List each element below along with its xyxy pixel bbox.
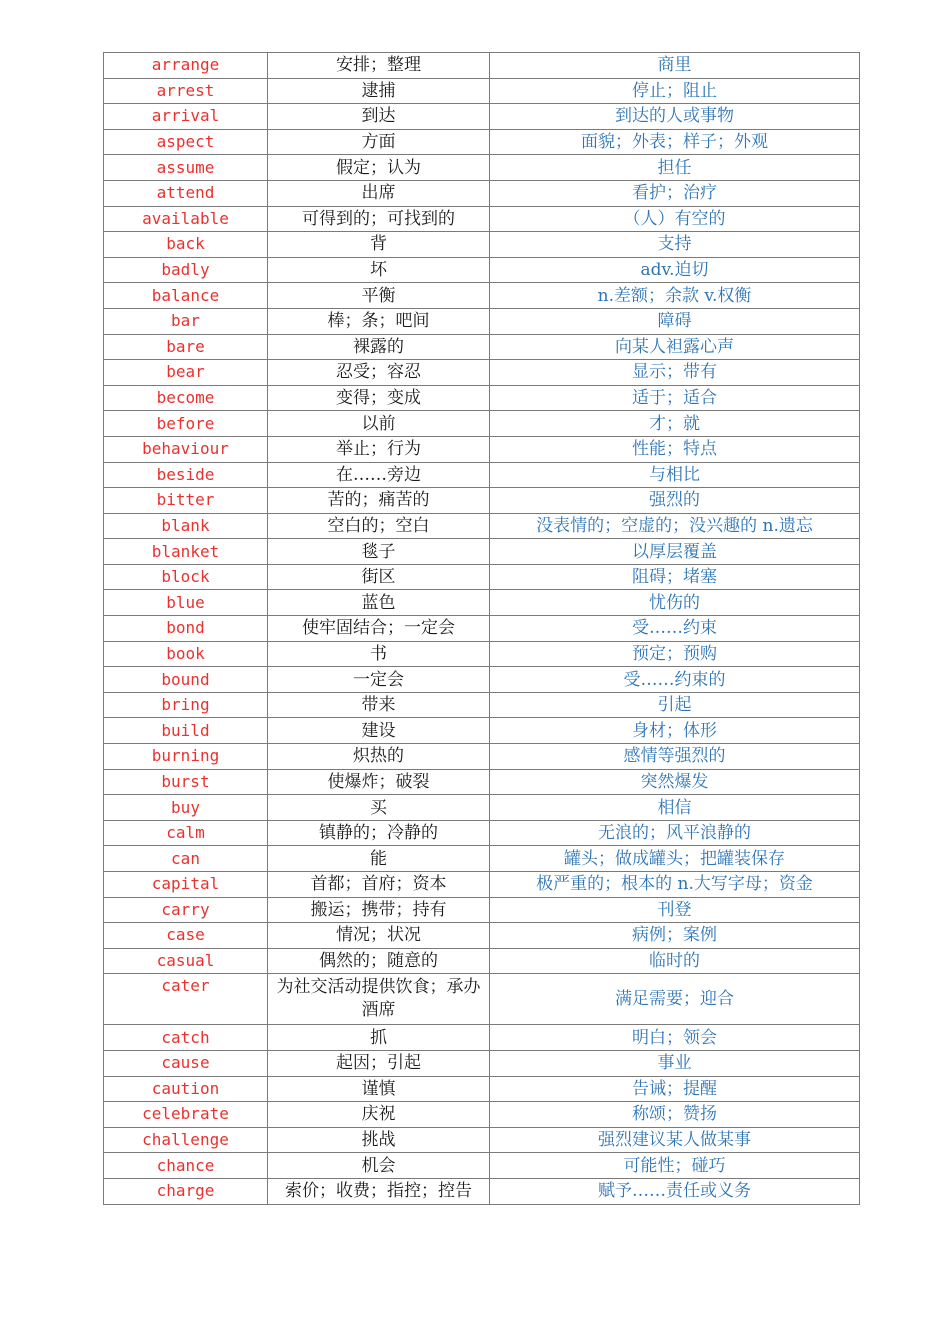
table-row: [104, 488, 860, 514]
word-cell: available: [104, 206, 268, 232]
extended-meaning-cell: 极严重的；根本的 n.大写字母；资金: [490, 872, 860, 898]
extended-meaning-cell: 没表情的；空虚的；没兴趣的 n.遗忘: [490, 513, 860, 539]
extended-meaning-cell: 强烈建议某人做某事: [490, 1127, 860, 1153]
basic-meaning-cell: 建设: [268, 718, 490, 744]
extended-meaning-cell: 向某人袒露心声: [490, 334, 860, 360]
table-row: [104, 411, 860, 437]
word-cell: casual: [104, 948, 268, 974]
extended-meaning-cell: 支持: [490, 232, 860, 258]
table-row: [104, 462, 860, 488]
basic-meaning-cell: 可得到的；可找到的: [268, 206, 490, 232]
word-cell: arrest: [104, 78, 268, 104]
word-cell: arrange: [104, 53, 268, 79]
extended-meaning-cell: 相信: [490, 795, 860, 821]
basic-meaning-cell: 安排；整理: [268, 53, 490, 79]
table-row: [104, 539, 860, 565]
word-cell: blank: [104, 513, 268, 539]
table-row: [104, 641, 860, 667]
table-row: [104, 1025, 860, 1051]
basic-meaning-cell: 忍受；容忍: [268, 360, 490, 386]
word-cell: cause: [104, 1050, 268, 1076]
basic-meaning-cell: 举止；行为: [268, 436, 490, 462]
word-cell: assume: [104, 155, 268, 181]
word-cell: arrival: [104, 104, 268, 130]
basic-meaning-cell: 挑战: [268, 1127, 490, 1153]
basic-meaning-cell: 能: [268, 846, 490, 872]
table-row: [104, 155, 860, 181]
table-row: [104, 334, 860, 360]
basic-meaning-cell: 坏: [268, 257, 490, 283]
word-cell: attend: [104, 180, 268, 206]
extended-meaning-cell: 显示；带有: [490, 360, 860, 386]
word-cell: aspect: [104, 129, 268, 155]
table-row: [104, 1153, 860, 1179]
basic-meaning-cell: 毯子: [268, 539, 490, 565]
table-row: [104, 436, 860, 462]
table-row: [104, 923, 860, 949]
table-row: [104, 232, 860, 258]
basic-meaning-cell: 出席: [268, 180, 490, 206]
extended-meaning-cell: 预定；预购: [490, 641, 860, 667]
table-row: [104, 948, 860, 974]
extended-meaning-cell: 到达的人或事物: [490, 104, 860, 130]
word-cell: catch: [104, 1025, 268, 1051]
extended-meaning-cell: 无浪的；风平浪静的: [490, 820, 860, 846]
word-cell: blanket: [104, 539, 268, 565]
table-row: [104, 564, 860, 590]
extended-meaning-cell: 赋予……责任或义务: [490, 1178, 860, 1204]
word-cell: block: [104, 564, 268, 590]
basic-meaning-cell: 逮捕: [268, 78, 490, 104]
word-cell: burning: [104, 744, 268, 770]
basic-meaning-cell: 机会: [268, 1153, 490, 1179]
table-row: [104, 974, 860, 1025]
word-cell: balance: [104, 283, 268, 309]
word-cell: bring: [104, 692, 268, 718]
table-row: [104, 283, 860, 309]
basic-meaning-cell: 情况；状况: [268, 923, 490, 949]
basic-meaning-cell: 带来: [268, 692, 490, 718]
table-row: [104, 667, 860, 693]
basic-meaning-cell: 搬运；携带；持有: [268, 897, 490, 923]
word-cell: bar: [104, 308, 268, 334]
table-row: [104, 104, 860, 130]
extended-meaning-cell: 障碍: [490, 308, 860, 334]
basic-meaning-cell: 假定；认为: [268, 155, 490, 181]
table-row: [104, 385, 860, 411]
basic-meaning-cell: 苦的；痛苦的: [268, 488, 490, 514]
extended-meaning-cell: 适于；适合: [490, 385, 860, 411]
word-cell: burst: [104, 769, 268, 795]
word-cell: book: [104, 641, 268, 667]
word-cell: behaviour: [104, 436, 268, 462]
table-row: [104, 744, 860, 770]
basic-meaning-cell: 在……旁边: [268, 462, 490, 488]
word-cell: before: [104, 411, 268, 437]
table-row: [104, 308, 860, 334]
extended-meaning-cell: 强烈的: [490, 488, 860, 514]
table-row: [104, 692, 860, 718]
extended-meaning-cell: 担任: [490, 155, 860, 181]
extended-meaning-cell: 称颂；赞扬: [490, 1102, 860, 1128]
table-row: [104, 872, 860, 898]
word-cell: chance: [104, 1153, 268, 1179]
vocabulary-table-body: [104, 53, 860, 1205]
table-row: [104, 769, 860, 795]
extended-meaning-cell: 刊登: [490, 897, 860, 923]
word-cell: blue: [104, 590, 268, 616]
word-cell: cater: [104, 974, 268, 1025]
basic-meaning-cell: 起因；引起: [268, 1050, 490, 1076]
table-row: [104, 129, 860, 155]
table-row: [104, 616, 860, 642]
extended-meaning-cell: 身材；体形: [490, 718, 860, 744]
word-cell: buy: [104, 795, 268, 821]
table-row: [104, 1102, 860, 1128]
basic-meaning-cell: 裸露的: [268, 334, 490, 360]
extended-meaning-cell: n.差额；余款 v.权衡: [490, 283, 860, 309]
table-row: [104, 1050, 860, 1076]
extended-meaning-cell: 感情等强烈的: [490, 744, 860, 770]
table-row: [104, 360, 860, 386]
basic-meaning-cell: 使牢固结合；一定会: [268, 616, 490, 642]
table-row: [104, 795, 860, 821]
extended-meaning-cell: 看护；治疗: [490, 180, 860, 206]
extended-meaning-cell: 忧伤的: [490, 590, 860, 616]
table-row: [104, 78, 860, 104]
extended-meaning-cell: 罐头；做成罐头；把罐装保存: [490, 846, 860, 872]
word-cell: can: [104, 846, 268, 872]
table-row: [104, 1076, 860, 1102]
extended-meaning-cell: 事业: [490, 1050, 860, 1076]
basic-meaning-cell: 镇静的；冷静的: [268, 820, 490, 846]
vocabulary-table: [103, 52, 860, 1205]
basic-meaning-cell: 平衡: [268, 283, 490, 309]
extended-meaning-cell: 告诫；提醒: [490, 1076, 860, 1102]
basic-meaning-cell: 谨慎: [268, 1076, 490, 1102]
word-cell: bound: [104, 667, 268, 693]
basic-meaning-cell: 方面: [268, 129, 490, 155]
basic-meaning-cell: 以前: [268, 411, 490, 437]
basic-meaning-cell: 棒；条；吧间: [268, 308, 490, 334]
basic-meaning-cell: 炽热的: [268, 744, 490, 770]
word-cell: capital: [104, 872, 268, 898]
basic-meaning-cell: 变得；变成: [268, 385, 490, 411]
extended-meaning-cell: 可能性；碰巧: [490, 1153, 860, 1179]
basic-meaning-cell: 庆祝: [268, 1102, 490, 1128]
extended-meaning-cell: 受……约束: [490, 616, 860, 642]
extended-meaning-cell: 受……约束的: [490, 667, 860, 693]
extended-meaning-cell: 突然爆发: [490, 769, 860, 795]
table-row: [104, 53, 860, 79]
extended-meaning-cell: 才；就: [490, 411, 860, 437]
basic-meaning-cell: 首都；首府；资本: [268, 872, 490, 898]
extended-meaning-cell: 与相比: [490, 462, 860, 488]
extended-meaning-cell: 面貌；外表；样子；外观: [490, 129, 860, 155]
table-row: [104, 897, 860, 923]
word-cell: badly: [104, 257, 268, 283]
basic-meaning-cell: 背: [268, 232, 490, 258]
table-row: [104, 846, 860, 872]
word-cell: bitter: [104, 488, 268, 514]
word-cell: celebrate: [104, 1102, 268, 1128]
extended-meaning-cell: 明白；领会: [490, 1025, 860, 1051]
basic-meaning-cell: 买: [268, 795, 490, 821]
extended-meaning-cell: 临时的: [490, 948, 860, 974]
word-cell: become: [104, 385, 268, 411]
word-cell: calm: [104, 820, 268, 846]
extended-meaning-cell: 阻碍；堵塞: [490, 564, 860, 590]
basic-meaning-cell: 使爆炸；破裂: [268, 769, 490, 795]
extended-meaning-cell: 性能；特点: [490, 436, 860, 462]
table-row: [104, 257, 860, 283]
word-cell: beside: [104, 462, 268, 488]
word-cell: carry: [104, 897, 268, 923]
extended-meaning-cell: 以厚层覆盖: [490, 539, 860, 565]
basic-meaning-cell: 空白的；空白: [268, 513, 490, 539]
basic-meaning-cell: 一定会: [268, 667, 490, 693]
extended-meaning-cell: 病例；案例: [490, 923, 860, 949]
word-cell: bond: [104, 616, 268, 642]
word-cell: bear: [104, 360, 268, 386]
extended-meaning-cell: 商里: [490, 53, 860, 79]
table-row: [104, 1127, 860, 1153]
table-row: [104, 513, 860, 539]
word-cell: caution: [104, 1076, 268, 1102]
basic-meaning-cell: 抓: [268, 1025, 490, 1051]
basic-meaning-cell: 到达: [268, 104, 490, 130]
table-row: [104, 180, 860, 206]
table-row: [104, 1178, 860, 1204]
word-cell: case: [104, 923, 268, 949]
basic-meaning-cell: 为社交活动提供饮食；承办酒席: [268, 974, 490, 1025]
basic-meaning-cell: 索价；收费；指控；控告: [268, 1178, 490, 1204]
basic-meaning-cell: 街区: [268, 564, 490, 590]
table-row: [104, 206, 860, 232]
table-row: [104, 590, 860, 616]
extended-meaning-cell: （人）有空的: [490, 206, 860, 232]
extended-meaning-cell: 满足需要；迎合: [490, 974, 860, 1025]
word-cell: challenge: [104, 1127, 268, 1153]
word-cell: build: [104, 718, 268, 744]
word-cell: charge: [104, 1178, 268, 1204]
table-row: [104, 820, 860, 846]
word-cell: bare: [104, 334, 268, 360]
extended-meaning-cell: adv.迫切: [490, 257, 860, 283]
extended-meaning-cell: 停止；阻止: [490, 78, 860, 104]
basic-meaning-cell: 蓝色: [268, 590, 490, 616]
extended-meaning-cell: 引起: [490, 692, 860, 718]
basic-meaning-cell: 书: [268, 641, 490, 667]
word-cell: back: [104, 232, 268, 258]
table-row: [104, 718, 860, 744]
basic-meaning-cell: 偶然的；随意的: [268, 948, 490, 974]
